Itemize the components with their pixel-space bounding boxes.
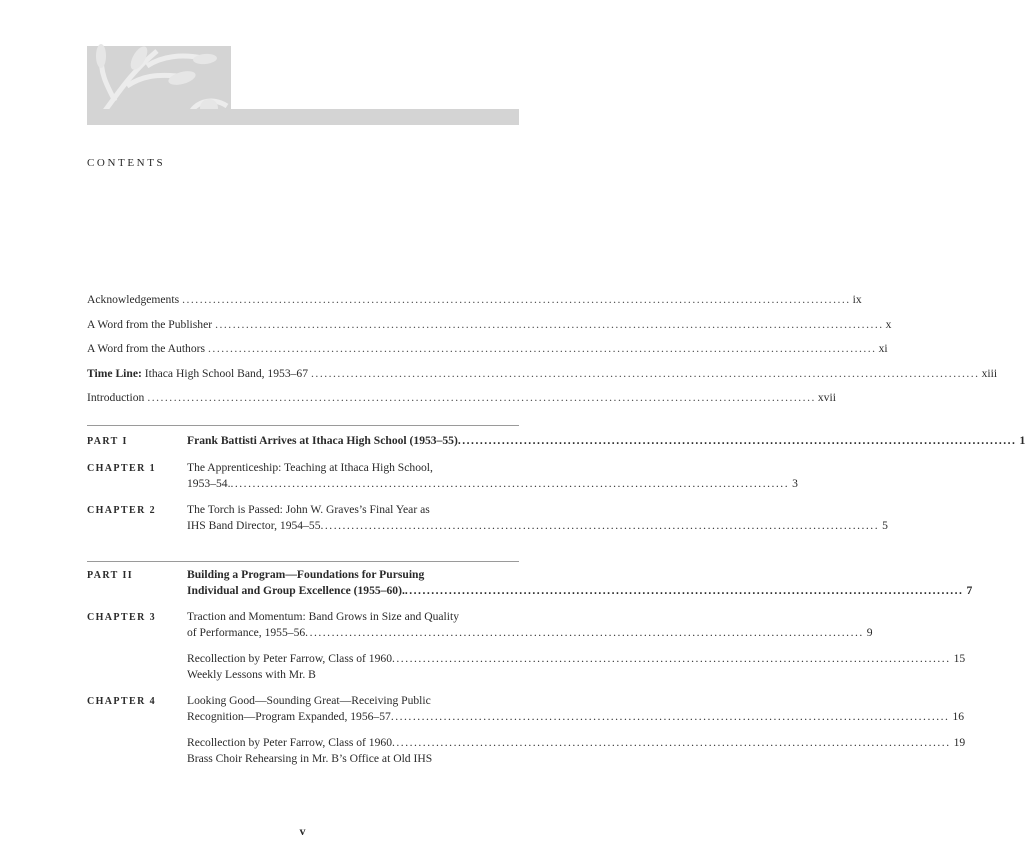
- chapter-title-cont: Recognition—Program Expanded, 1956–57: [187, 710, 391, 723]
- toc-page: 19: [953, 736, 966, 749]
- chapter-title: The Torch is Passed: John W. Graves’s Final Year as: [187, 503, 430, 516]
- leader-dots: [230, 476, 789, 492]
- leader-dots: [391, 709, 950, 725]
- leader-dots: [311, 367, 980, 380]
- recollection-subtitle: Brass Choir Rehearsing in Mr. B’s Office at Old IHS: [187, 752, 433, 765]
- toc-page: 3: [792, 477, 798, 490]
- toc-recollection-entry[interactable]: [87, 651, 966, 683]
- leader-dots: [321, 518, 880, 534]
- toc-page: xiii: [981, 366, 998, 380]
- toc-page: xi: [878, 342, 888, 355]
- toc-label: A Word from the Authors: [87, 342, 206, 355]
- leader-dots: [305, 625, 864, 641]
- toc-entry[interactable]: [87, 293, 862, 318]
- toc-chapter-entry[interactable]: [87, 693, 965, 725]
- chapter-tag: CHAPTER 2: [87, 505, 156, 516]
- page-title: CONTENTS: [87, 157, 166, 169]
- part-tag: PART I: [87, 436, 128, 447]
- toc-page: xvii: [817, 391, 836, 404]
- toc-label: Introduction: [87, 391, 145, 404]
- chapter-tag: CHAPTER 1: [87, 463, 156, 474]
- toc-page: 5: [882, 519, 888, 532]
- toc-label: [87, 367, 311, 380]
- toc-page: 9: [866, 626, 873, 639]
- toc-chapter-entry[interactable]: [87, 502, 888, 534]
- toc-entry[interactable]: [87, 342, 888, 367]
- toc-label: Acknowledgements: [87, 293, 180, 306]
- page-number: v: [299, 824, 306, 838]
- toc-page: 16: [952, 710, 965, 723]
- chapter-title-cont: 1953–54.: [187, 477, 231, 490]
- chapter-title: Traction and Momentum: Band Grows in Size and Quality: [187, 610, 459, 623]
- toc-label-rest: Ithaca High School Band, 1953–67: [141, 366, 309, 380]
- leader-dots: [405, 583, 964, 599]
- part-title: Frank Battisti Arrives at Ithaca High School (1953–55): [187, 434, 458, 447]
- chapter-title: The Apprenticeship: Teaching at Ithaca High School,: [187, 461, 433, 474]
- part-tag: PART II: [87, 570, 134, 581]
- part-title: Building a Program—Foundations for Pursuing: [187, 568, 425, 581]
- part-2-section: [87, 567, 973, 777]
- leader-dots: [215, 318, 884, 331]
- leader-dots: [147, 391, 816, 404]
- leader-dots: [208, 342, 877, 355]
- part-divider: [87, 561, 519, 562]
- chapter-tag: [87, 651, 187, 683]
- chapter-tag: [87, 735, 187, 767]
- toc-entry[interactable]: [87, 391, 836, 416]
- toc-page: x: [885, 317, 892, 331]
- part-1-section: [87, 433, 1025, 544]
- toc-page: 1: [1019, 434, 1025, 447]
- leader-dots: [392, 651, 951, 667]
- leader-dots: [458, 433, 1017, 449]
- header-bar: [87, 109, 519, 125]
- toc-entry[interactable]: [87, 366, 998, 392]
- leader-dots: [392, 735, 951, 751]
- part-divider: [87, 425, 519, 426]
- leader-dots: [182, 293, 851, 306]
- toc-entry[interactable]: [87, 317, 892, 343]
- toc-label-bold: Time Line:: [87, 366, 142, 380]
- toc-chapter-entry[interactable]: [87, 609, 873, 641]
- chapter-title-cont: of Performance, 1955–56: [187, 626, 306, 639]
- chapter-title: Looking Good—Sounding Great—Receiving Public: [187, 694, 431, 707]
- toc-page: ix: [852, 293, 862, 306]
- recollection-title: Recollection by Peter Farrow, Class of 1960: [187, 652, 392, 665]
- chapter-tag: CHAPTER 4: [87, 696, 156, 707]
- recollection-title: Recollection by Peter Farrow, Class of 1960: [187, 736, 392, 749]
- part-title-cont: Individual and Group Excellence (1955–60).: [187, 584, 405, 597]
- recollection-subtitle: Weekly Lessons with Mr. B: [187, 668, 316, 681]
- chapter-title-cont: IHS Band Director, 1954–55: [187, 519, 321, 532]
- toc-recollection-entry[interactable]: [87, 735, 966, 767]
- toc-chapter-entry[interactable]: [87, 460, 798, 492]
- toc-page: 7: [966, 584, 973, 597]
- toc-part-entry[interactable]: [87, 433, 1025, 450]
- chapter-tag: CHAPTER 3: [87, 612, 156, 623]
- toc-page: 15: [953, 652, 966, 665]
- toc-part-entry[interactable]: [87, 567, 973, 599]
- front-matter-list: [87, 293, 998, 416]
- toc-label: A Word from the Publisher: [87, 317, 213, 331]
